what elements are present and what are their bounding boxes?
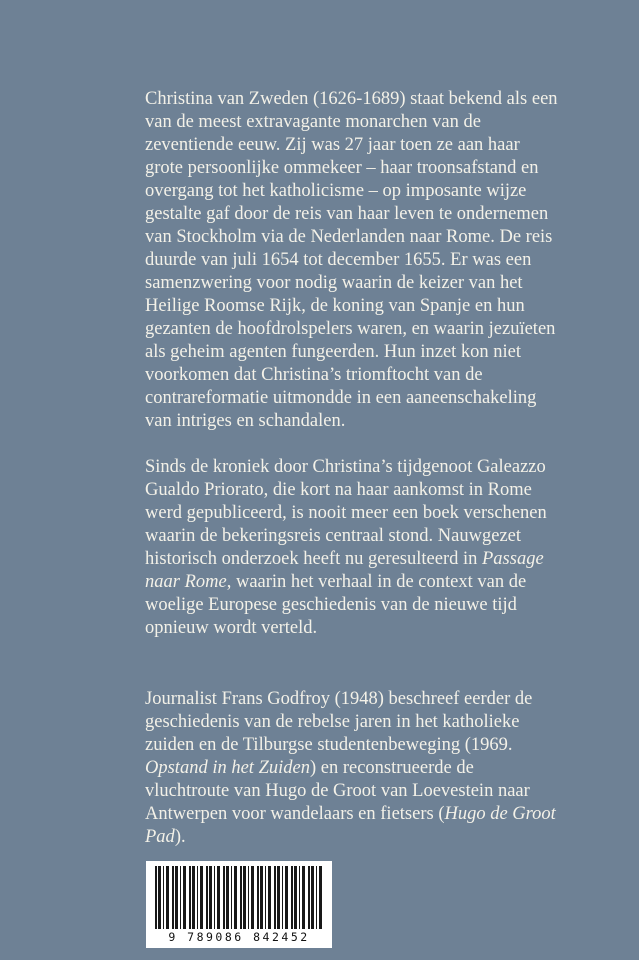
blurb-text-block <box>145 88 559 849</box>
paragraph3-text-pre: Journalist Frans Godfroy (1948) beschreef eerder de geschiedenis van de rebelse jaren in het katholieke zuiden en de Tilburgse studentenbeweging (1969. <box>145 689 533 755</box>
barcode <box>146 861 332 948</box>
paragraph2-text-post: , waarin het verhaal in de context van de woelige Europese geschiedenis van de nieuwe tijd opnieuw wordt verteld. <box>145 572 527 638</box>
paragraph3-text-mid: ) en reconstrueerde de vluchtroute van Hugo de Groot van Loevestein naar Antwerpen voor wandelaars en fietsers ( <box>145 758 530 824</box>
isbn-number: 9 789086 842452 <box>168 930 310 944</box>
barcode-bars <box>155 866 323 929</box>
author-bio-paragraph <box>145 688 559 849</box>
blurb-paragraph-1: Christina van Zweden (1626-1689) staat bekend als een van de meest extravagante monarchen van de zeventiende eeuw. Zij was 27 jaar toen ze aan haar grote persoonlijke ommekeer – haar troonsafstand en overgang tot het katholicisme – op imposante wijze gestalte gaf door de reis van haar leven te ondernemen van Stockholm via de Nederlanden naar Rome. De reis duurde van juli 1654 tot december 1655. Er was een samenzwering voor nodig waarin de keizer van het Heilige Roomse Rijk, de koning van Spanje en hun gezanten de hoofdrolspelers waren, en waarin jezuïeten als geheim agenten fungeerden. Hun inzet kon niet voorkomen dat Christina’s triomftocht van de contrareformatie uitmondde in een aaneenschakeling van intriges en schandalen. <box>145 89 558 431</box>
paragraph2-text-pre: Sinds de kroniek door Christina’s tijdgenoot Galeazzo Gualdo Priorato, die kort na haar aankomst in Rome werd gepubliceerd, is nooit meer een boek verschenen waarin de bekeringsreis centraal stond. Nauwgezet historisch onderzoek heeft nu geresulteerd in <box>145 457 547 569</box>
blurb-paragraph-2 <box>145 456 559 640</box>
book-title-italic: Passage naar Rome <box>145 549 544 592</box>
paragraph3-text-post: ). <box>174 827 186 847</box>
author-book-title-2-italic: Hugo de Groot Pad <box>145 804 556 847</box>
author-book-title-1-italic: Opstand in het Zuiden <box>145 758 310 778</box>
